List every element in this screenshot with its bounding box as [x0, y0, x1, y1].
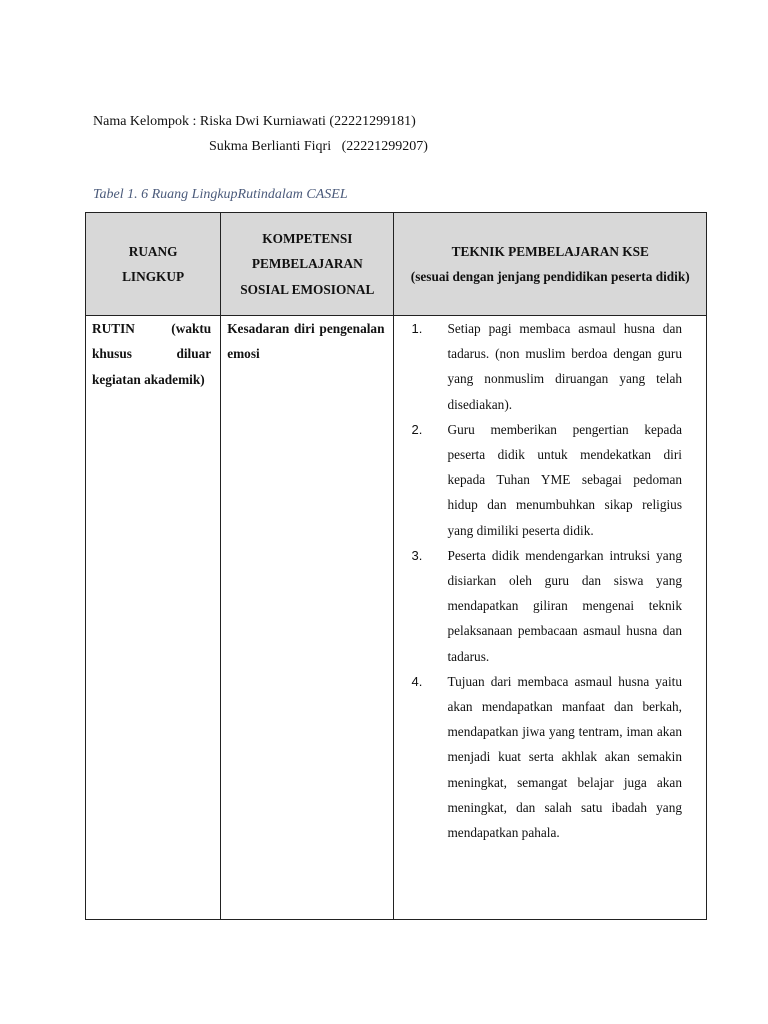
list-item-number: 1. [411, 321, 423, 336]
list-item [394, 417, 706, 543]
list-item-text: Peserta didik mendengarkan intruksi yang disiarkan oleh guru dan siswa yang mendapatkan giliran mengenai teknik pelaksanaan pembacaan asmaul husna dan tadarus. [447, 547, 682, 664]
list-item [394, 316, 706, 417]
list-item [394, 669, 706, 845]
list-item-text: Setiap pagi membaca asmaul husna dan tadarus. (non muslim berdoa dengan guru yang nonmuslim diruangan yang telah disediakan). [447, 321, 682, 412]
header-teknik-title: TEKNIK PEMBELAJARAN KSE [451, 243, 649, 259]
kompetensi-text: Kesadaran diri pengenalan emosi [227, 321, 385, 362]
header-teknik [394, 213, 707, 316]
list-item-number: 2. [411, 421, 423, 437]
cell-teknik [394, 316, 707, 920]
casel-table [85, 212, 707, 920]
table-caption: Tabel 1. 6 Ruang LingkupRutindalam CASEL [93, 187, 348, 202]
header-teknik-subtitle: (sesuai dengan jenjang pendidikan peserta didik) [410, 269, 690, 284]
list-item-text: Tujuan dari membaca asmaul husna yaitu akan mendapatkan manfaat dan berkah, mendapatkan jiwa yang tentram, iman akan menjadi kuat serta akhlak akan semakin meningkat, semangat belajar juga akan meningkat, dan salah satu ibadah yang mendapatkan pahala. [447, 673, 682, 841]
group-name-line-2: Sukma Berlianti Fiqri (22221299207) [209, 139, 428, 154]
ruang-lingkup-text: RUTIN (waktu khusus diluar kegiatan akademik) [92, 321, 212, 387]
teknik-list [394, 316, 706, 845]
list-item-number: 4. [411, 673, 423, 689]
table-header-row [86, 213, 707, 316]
group-name-line-1: Nama Kelompok : Riska Dwi Kurniawati (22221299181) [93, 114, 416, 129]
list-item-number: 3. [411, 547, 423, 563]
cell-ruang-lingkup [86, 316, 221, 920]
header-ruang-lingkup [86, 213, 221, 316]
cell-kompetensi [221, 316, 394, 920]
table-row [86, 316, 707, 920]
header-kompetensi-label: KOMPETENSI PEMBELAJARAN SOSIAL EMOSIONAL [240, 230, 375, 297]
list-item [394, 543, 706, 669]
header-ruang-lingkup-label: RUANG LINGKUP [122, 243, 185, 284]
list-item-text: Guru memberikan pengertian kepada peserta didik untuk mendekatkan diri kepada Tuhan YME sebagai pedoman hidup dan menumbuhkan sikap religius yang dimiliki peserta didik. [447, 421, 682, 538]
header-kompetensi [221, 213, 394, 316]
